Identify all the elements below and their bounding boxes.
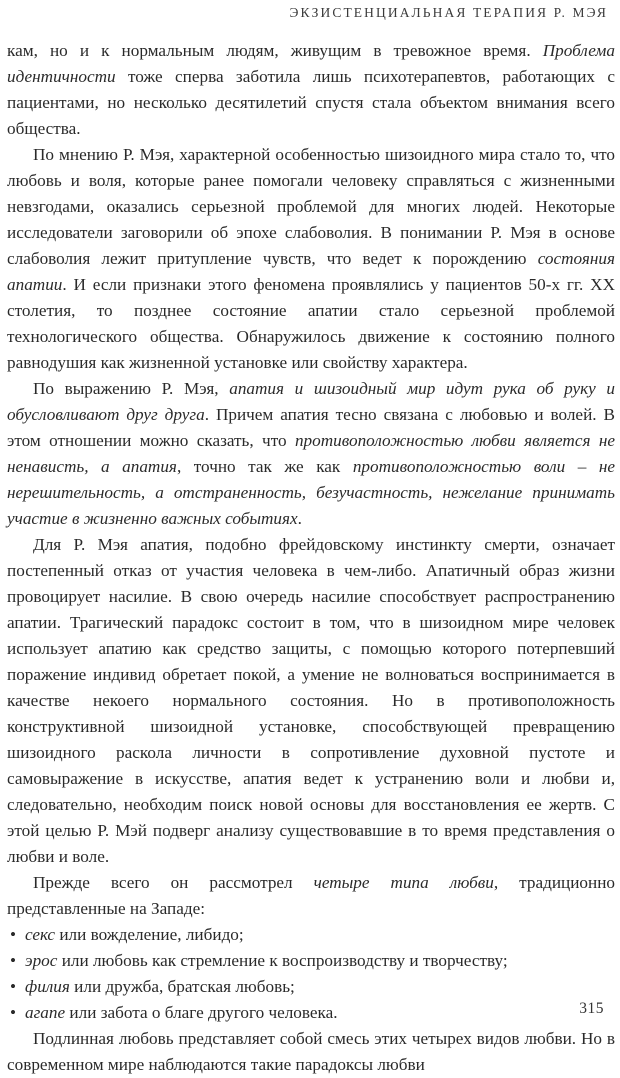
paragraph-1: кам, но и к нормальным людям, живущим в тревожное время. Проблема идентичности тоже сперва заботила лишь психотерапевтов, работающих с пациентами, но несколько десятилетий спустя стала объектом внимания всего общества. (7, 41, 615, 138)
love-types-list (7, 922, 615, 1026)
paragraph-4: Для Р. Мэя апатия, подобно фрейдовскому инстинкту смерти, означает постепенный отказ от участия человека в чем-либо. Апатичный образ жизни провоцирует насилие. В свою очередь насилие способствует распространению апатии. Трагический парадокс состоит в том, что в шизоидном мире человек использует апатию как средство защиты, с помощью которого потерпевший поражение индивид обретает покой, а умение не волноваться воспринимается в качестве некоего нормального состояния. Но в противоположность конструктивной шизоидной установке, способствующей превращению шизоидного раскола личности в сопротивление духовной пустоте и самовыражение в искусстве, апатия ведет к устранению воли и любви и, следовательно, необходим поиск новой основы для восстановления ее жертв. С этой целью Р. Мэй подверг анализу существовавшие в то время представления о любви и воле. (7, 535, 615, 866)
body-text (7, 38, 615, 1078)
list-item: • секс или вожделение, либидо; (7, 922, 615, 948)
running-head: ЭКЗИСТЕНЦИАЛЬНАЯ ТЕРАПИЯ Р. МЭЯ (289, 5, 608, 20)
page-number: 315 (579, 1000, 604, 1017)
bullet-icon: • (10, 925, 17, 944)
paragraph-5: Прежде всего он рассмотрел четыре типа любви, традиционно представленные на Западе: (7, 873, 615, 918)
bullet-icon: • (10, 1003, 17, 1022)
list-item: • агапе или забота о благе другого человека. (7, 1000, 615, 1026)
list-item: • филия или дружба, братская любовь; (7, 974, 615, 1000)
bullet-icon: • (10, 977, 17, 996)
list-item: • эрос или любовь как стремление к воспроизводству и творчеству; (7, 948, 615, 974)
bullet-icon: • (10, 951, 17, 970)
paragraph-3: По выражению Р. Мэя, апатия и шизоидный мир идут рука об руку и обусловливают друг друга. Причем апатия тесно связана с любовью и волей. В этом отношении можно сказать, что противоположностью любви является не ненависть, а апатия, точно так же как противоположностью воли – не нерешительность, а отстраненность, безучастность, нежелание принимать участие в жизненно важных событиях. (7, 379, 615, 528)
paragraph-6: Подлинная любовь представляет собой смесь этих четырех видов любви. Но в современном мире наблюдаются такие парадоксы любви (7, 1029, 615, 1074)
paragraph-2: По мнению Р. Мэя, характерной особенностью шизоидного мира стало то, что любовь и воля, которые ранее помогали человеку справляться с жизненными невзгодами, оказались серьезной проблемой для многих людей. Некоторые исследователи заговорили об эпохе слабоволия. В понимании Р. Мэя в основе слабоволия лежит притупление чувств, что ведет к порождению состояния апатии. И если признаки этого феномена проявлялись у пациентов 50-х гг. XX столетия, то позднее состояние апатии стало серьезной проблемой технологического общества. Обнаружилось движение к состоянию полного равнодушия как жизненной установке или свойству характера. (7, 145, 615, 372)
